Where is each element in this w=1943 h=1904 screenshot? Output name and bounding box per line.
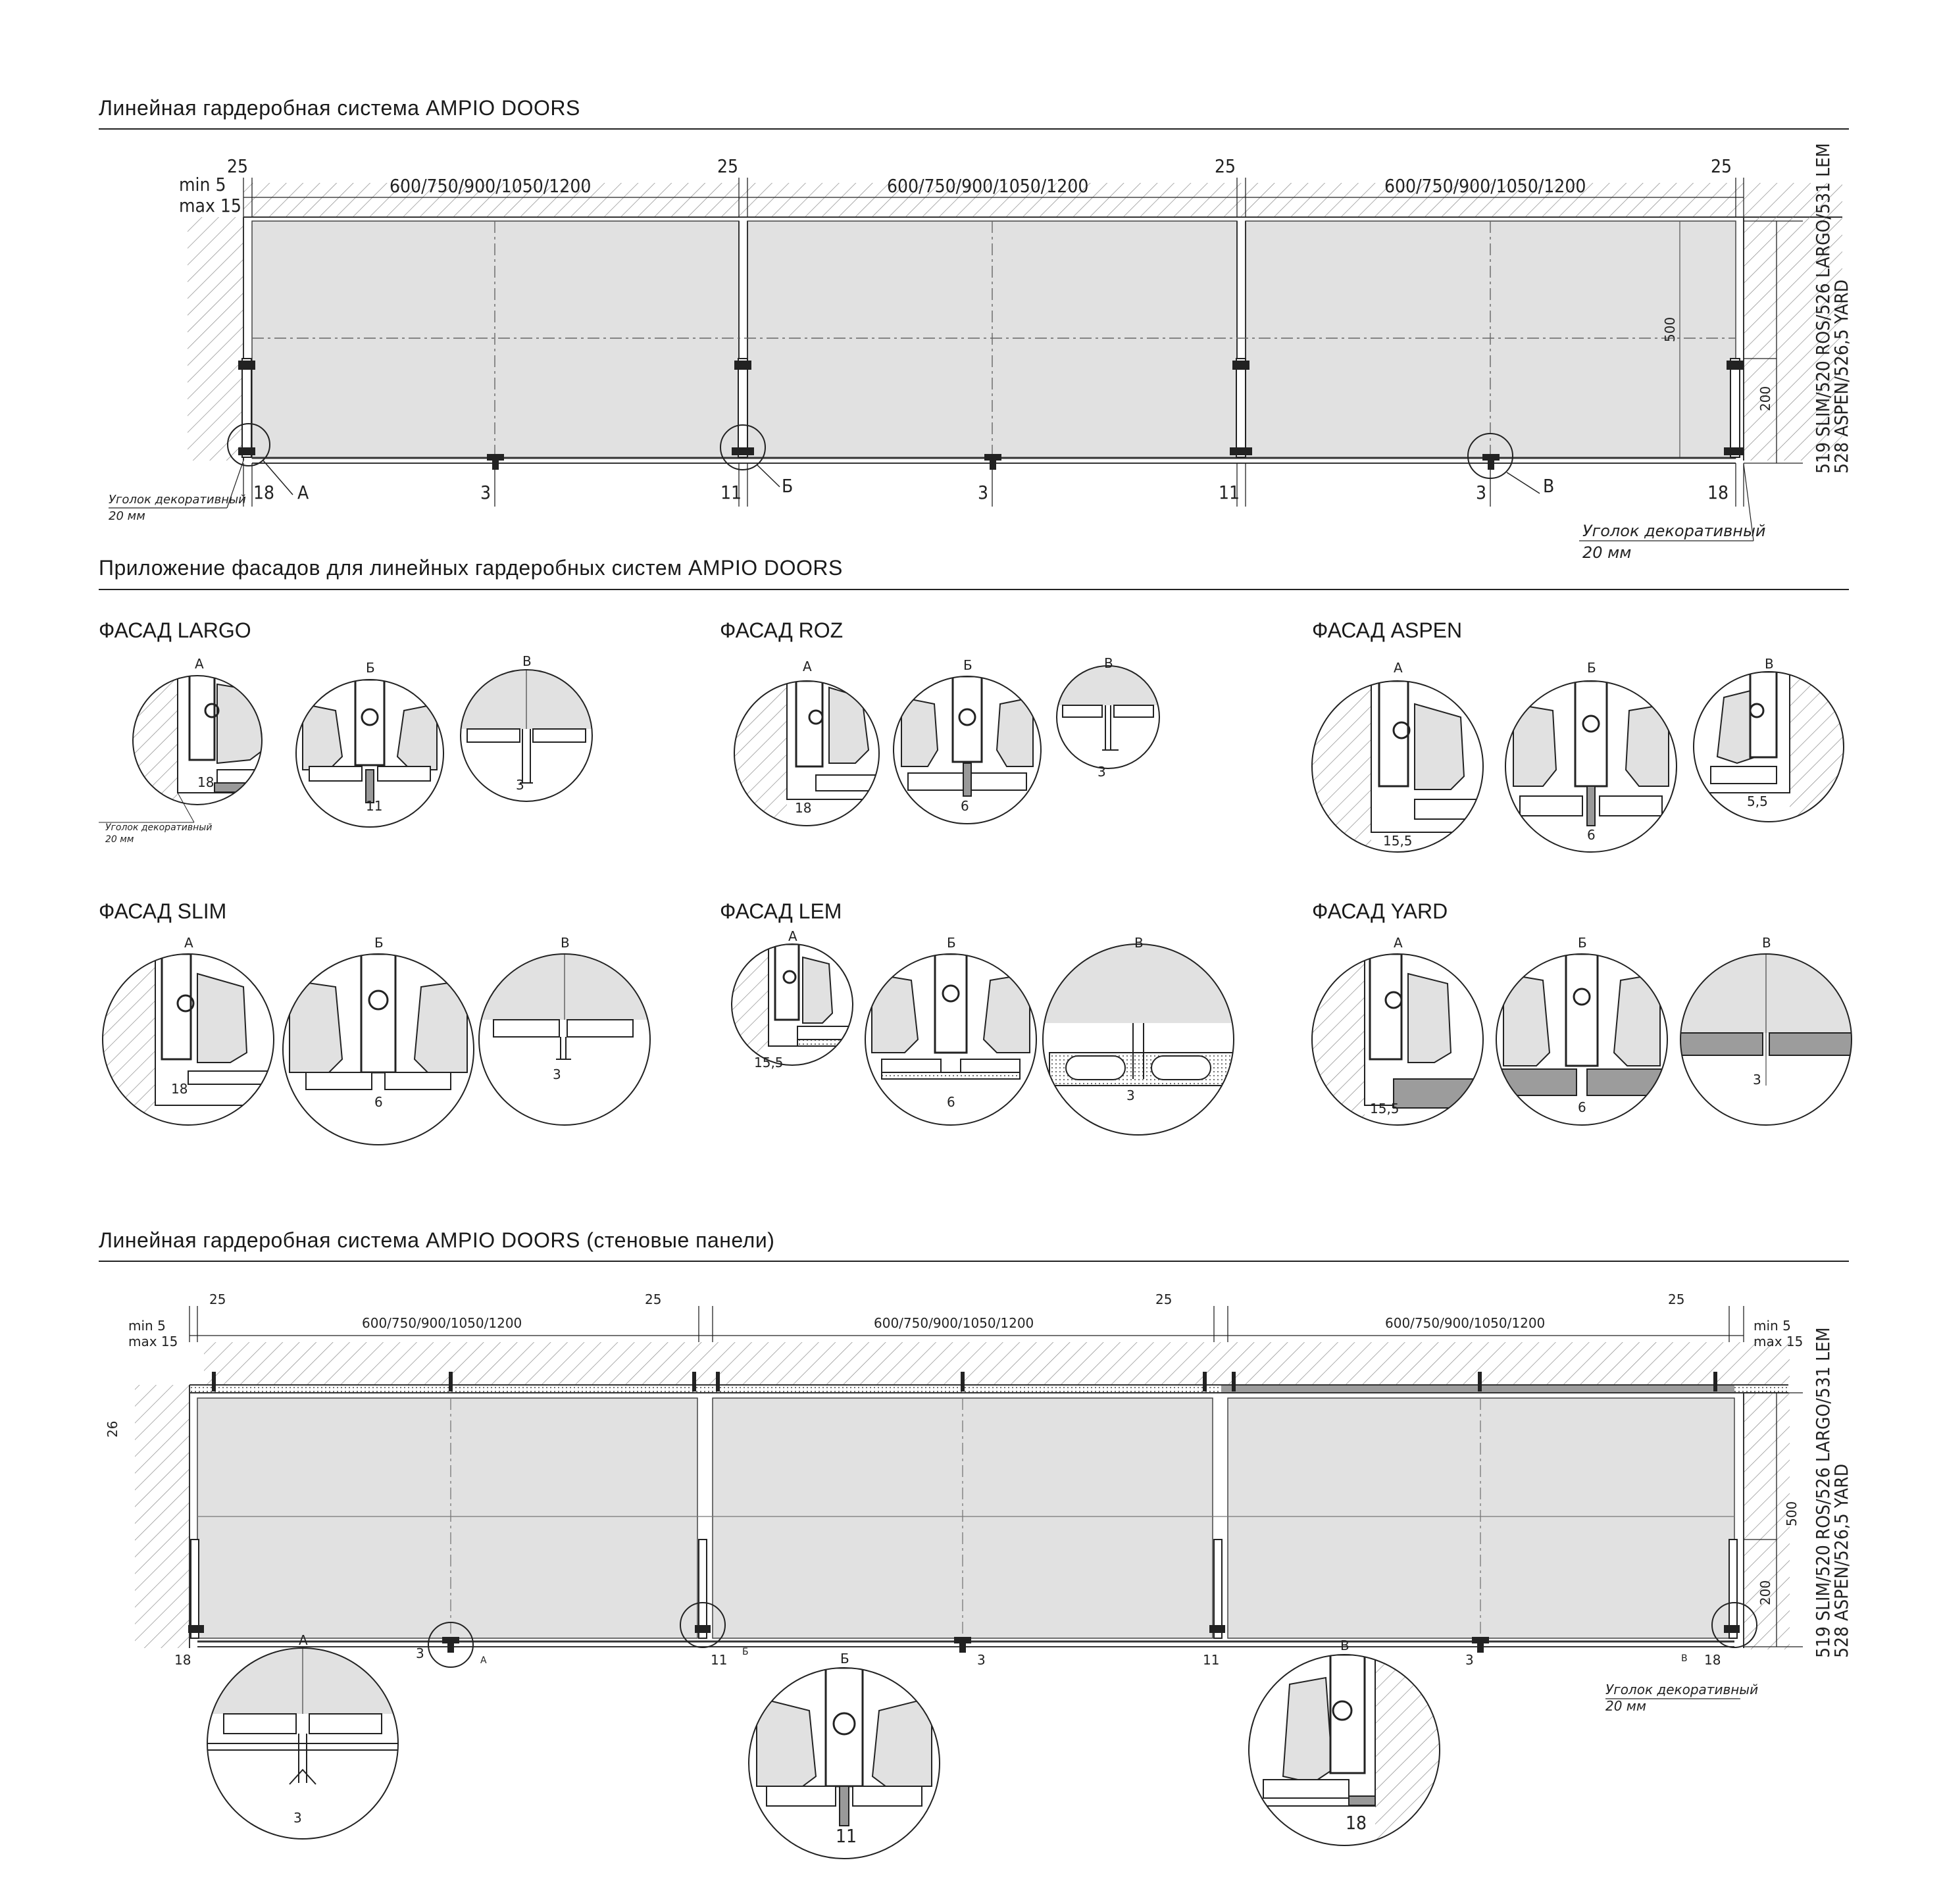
lem-dim-6: 6 xyxy=(947,1094,955,1110)
aspen-mark-b: Б xyxy=(1587,660,1596,676)
yard-mark-b: Б xyxy=(1578,935,1587,951)
detail-v-mark: В xyxy=(1340,1638,1350,1653)
top-joint-1: 11 xyxy=(720,482,742,503)
top-section-title: Линейная гардеробная система AMPIO DOORS xyxy=(99,96,580,120)
bottom-corner-size: 20 мм xyxy=(1605,1698,1646,1714)
top-depth-dim: 500 xyxy=(1662,316,1678,342)
top-gap-3: 25 xyxy=(1215,155,1236,177)
facade-largo-title: ФАСАД LARGO xyxy=(99,618,251,642)
top-depth-variants-1: 519 SLIM/520 ROS/526 LARGO/531 LEM xyxy=(1812,143,1834,474)
facade-lem-title: ФАСАД LEM xyxy=(720,899,842,923)
lem-mark-v: В xyxy=(1134,935,1144,951)
aspen-dim-6: 6 xyxy=(1587,827,1596,843)
largo-corner-label: Уголок декоративный xyxy=(105,822,213,833)
top-corner-label-right: Уголок декоративный xyxy=(1582,522,1766,540)
aspen-dim-155: 15,5 xyxy=(1383,833,1413,849)
top-corner-label-left: Уголок декоративный xyxy=(109,493,246,507)
slim-mark-a: А xyxy=(184,935,193,951)
slim-dim-18: 18 xyxy=(171,1081,188,1097)
bottom-gap-1: 25 xyxy=(209,1291,226,1307)
top-corner-size-left: 20 мм xyxy=(109,509,145,523)
bottom-joint-1: 11 xyxy=(711,1652,728,1668)
roz-mark-b: Б xyxy=(963,657,972,673)
top-facade-joint-2: 3 xyxy=(978,482,989,503)
bottom-gap-2: 25 xyxy=(645,1291,662,1307)
detail-a-dim-3: 3 xyxy=(293,1810,302,1826)
facade-roz-title: ФАСАД ROZ xyxy=(720,618,844,642)
bottom-depth-dim: 500 xyxy=(1784,1501,1800,1526)
top-plan xyxy=(109,143,1852,562)
bottom-min-gap-left: min 5 xyxy=(128,1318,166,1334)
top-module-1: 600/750/900/1050/1200 xyxy=(390,175,592,197)
largo-dim-11: 11 xyxy=(366,798,383,814)
largo-dim-3: 3 xyxy=(516,777,524,793)
largo-mark-v: В xyxy=(522,653,532,669)
roz-dim-6: 6 xyxy=(961,798,969,814)
roz-mark-a: А xyxy=(803,659,812,674)
yard-dim-3: 3 xyxy=(1753,1072,1761,1088)
lem-dim-155: 15,5 xyxy=(754,1055,784,1070)
lem-mark-b: Б xyxy=(947,935,956,951)
top-mark-b: Б xyxy=(782,475,794,497)
top-depth-variants-2: 528 ASPEN/526,5 YARD xyxy=(1830,279,1852,474)
top-module-3: 600/750/900/1050/1200 xyxy=(1384,175,1586,197)
top-max-gap: max 15 xyxy=(179,195,241,216)
yard-dim-155: 15,5 xyxy=(1370,1101,1400,1116)
bottom-max-gap-left: max 15 xyxy=(128,1334,178,1349)
bottom-facade-joint-2: 3 xyxy=(977,1652,986,1668)
detail-b-mark: Б xyxy=(840,1651,849,1666)
bottom-plan xyxy=(105,1291,1852,1714)
top-end-right: 18 xyxy=(1707,482,1729,503)
top-gap-4: 25 xyxy=(1711,155,1732,177)
slim-mark-b: Б xyxy=(374,935,384,951)
yard-mark-v: В xyxy=(1762,935,1771,951)
roz-dim-3: 3 xyxy=(1098,764,1106,780)
detail-b-dim-11: 11 xyxy=(836,1825,857,1847)
facade-yard-title: ФАСАД YARD xyxy=(1312,899,1448,923)
largo-mark-b: Б xyxy=(366,660,375,676)
bottom-depth-variants-2: 528 ASPEN/526,5 YARD xyxy=(1830,1463,1852,1658)
top-mark-a: А xyxy=(297,482,309,503)
bottom-mark-v: В xyxy=(1681,1653,1688,1664)
top-mark-v: В xyxy=(1543,475,1555,497)
detail-a-mark: А xyxy=(299,1632,308,1648)
bottom-module-3: 600/750/900/1050/1200 xyxy=(1385,1315,1546,1331)
top-end-left: 18 xyxy=(253,482,275,503)
top-module-2: 600/750/900/1050/1200 xyxy=(887,175,1089,197)
bottom-max-gap-right: max 15 xyxy=(1754,1334,1804,1349)
slim-dim-3: 3 xyxy=(553,1066,561,1082)
largo-dim-18: 18 xyxy=(197,774,214,790)
largo-mark-a: А xyxy=(195,656,204,672)
lem-dim-3: 3 xyxy=(1126,1088,1135,1103)
top-gap-1: 25 xyxy=(227,155,249,177)
yard-dim-6: 6 xyxy=(1578,1099,1586,1115)
roz-mark-v: В xyxy=(1104,655,1113,671)
slim-dim-6: 6 xyxy=(374,1094,383,1110)
slim-mark-v: В xyxy=(561,935,570,951)
bottom-joint-2: 11 xyxy=(1203,1652,1220,1668)
bottom-module-1: 600/750/900/1050/1200 xyxy=(362,1315,522,1331)
top-corner-size-right: 20 мм xyxy=(1582,543,1632,562)
bottom-min-gap-right: min 5 xyxy=(1754,1318,1791,1334)
aspen-mark-v: В xyxy=(1765,656,1774,672)
bottom-mark-b: Б xyxy=(742,1647,749,1657)
aspen-dim-55: 5,5 xyxy=(1747,793,1768,809)
bottom-panel-thickness: 26 xyxy=(105,1420,120,1438)
facade-slim-title: ФАСАД SLIM xyxy=(99,899,227,923)
top-joint-2: 11 xyxy=(1219,482,1240,503)
top-gap-2: 25 xyxy=(717,155,739,177)
bottom-facade-joint-1: 3 xyxy=(416,1645,424,1661)
bottom-mark-a: А xyxy=(480,1655,487,1666)
top-facade-joint-1: 3 xyxy=(480,482,492,503)
top-facade-joint-3: 3 xyxy=(1476,482,1487,503)
bottom-section-title: Линейная гардеробная система AMPIO DOORS (стеновые панели) xyxy=(99,1228,775,1252)
facade-details xyxy=(99,653,1852,1145)
lem-mark-a: А xyxy=(788,928,797,944)
bottom-facade-joint-3: 3 xyxy=(1465,1652,1474,1668)
roz-dim-18: 18 xyxy=(795,800,812,816)
yard-mark-a: А xyxy=(1394,935,1403,951)
bottom-profile-height: 200 xyxy=(1757,1580,1773,1605)
top-profile-height: 200 xyxy=(1757,386,1773,411)
bottom-end-right: 18 xyxy=(1704,1652,1721,1668)
bottom-gap-3: 25 xyxy=(1155,1291,1173,1307)
bottom-corner-label: Уголок декоративный xyxy=(1605,1682,1759,1697)
facade-aspen-title: ФАСАД ASPEN xyxy=(1312,618,1463,642)
bottom-end-left: 18 xyxy=(174,1652,191,1668)
largo-corner-size: 20 мм xyxy=(105,834,134,845)
detail-v-dim-18: 18 xyxy=(1346,1812,1367,1834)
aspen-mark-a: А xyxy=(1394,660,1403,676)
top-min-gap: min 5 xyxy=(179,174,226,195)
bottom-module-2: 600/750/900/1050/1200 xyxy=(874,1315,1034,1331)
facades-section-title: Приложение фасадов для линейных гардеробных систем AMPIO DOORS xyxy=(99,556,843,580)
bottom-gap-4: 25 xyxy=(1668,1291,1685,1307)
bottom-depth-variants-1: 519 SLIM/520 ROS/526 LARGO/531 LEM xyxy=(1812,1327,1834,1658)
bottom-details xyxy=(207,1632,1440,1859)
